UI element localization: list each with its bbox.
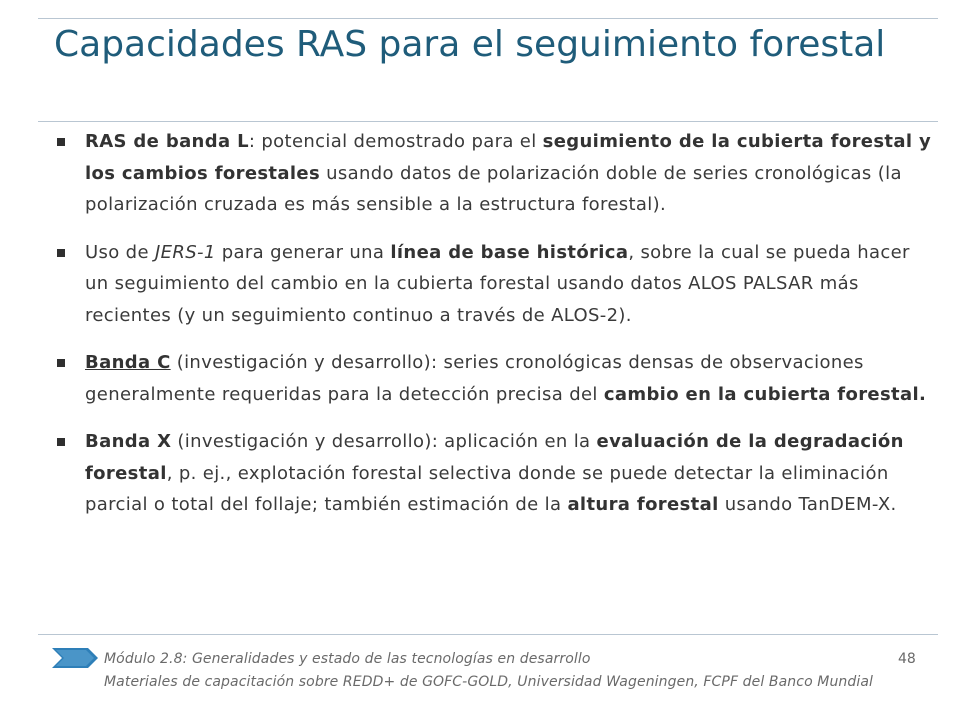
bullet-text-segment: usando TanDEM-X. bbox=[718, 494, 897, 515]
slide-footer bbox=[50, 644, 930, 704]
bullet-text-segment: RAS de banda L bbox=[85, 131, 249, 152]
square-bullet-icon bbox=[57, 249, 65, 257]
double-chevron-right-icon bbox=[50, 646, 102, 670]
bullet-text-segment: , sobre la cual se pueda hacer un seguimiento del cambio en la cubierta forestal usando datos ALOS PALSAR más recientes (y un seguimiento continuo a través de ALOS-2). bbox=[85, 241, 910, 326]
slide-title: Capacidades RAS para el seguimiento forestal bbox=[54, 24, 886, 65]
bullet-text-segment: JERS-1 bbox=[154, 241, 216, 263]
bullet-text-segment bbox=[85, 352, 171, 373]
bullet-list bbox=[55, 126, 935, 537]
bullet-item bbox=[55, 126, 935, 221]
bullet-text-segment: (investigación y desarrollo): aplicación en la bbox=[171, 431, 597, 452]
footer-divider bbox=[38, 634, 938, 635]
square-bullet-icon bbox=[57, 359, 65, 367]
bullet-text-segment: usando datos de polarización doble de series cronológicas (la polarización cruzada es más sensible a la estructura forestal). bbox=[85, 162, 902, 215]
bullet-text-segment: : potencial demostrado para el bbox=[248, 131, 543, 152]
square-bullet-icon bbox=[57, 138, 65, 146]
bullet-text-segment: , p. ej., explotación forestal selectiva donde se puede detectar la eliminación parcial o total del follaje; también estimación de la bbox=[85, 462, 889, 515]
bullet-item bbox=[55, 237, 935, 332]
bullet-text-segment: seguimiento de la cubierta forestal y los cambios forestales bbox=[85, 131, 932, 184]
bullet-text-segment: (investigación y desarrollo): series cronológicas densas de observaciones generalmente requeridas para la detección precisa del bbox=[85, 352, 864, 405]
title-divider bbox=[38, 121, 938, 122]
page-number: 48 bbox=[898, 651, 916, 667]
bullet-text-segment: altura forestal bbox=[567, 494, 719, 515]
bullet-text-segment: cambio en la cubierta forestal. bbox=[603, 383, 927, 405]
bullet-text-underlined: Banda C bbox=[85, 352, 171, 373]
bullet-text-segment: Banda X bbox=[85, 431, 172, 452]
bullet-item bbox=[55, 426, 935, 521]
bullet-item bbox=[55, 347, 935, 410]
footer-module-text: Módulo 2.8: Generalidades y estado de las tecnologías en desarrollo bbox=[104, 651, 591, 667]
bullet-text-segment: línea de base histórica bbox=[390, 241, 629, 263]
bullet-text-segment: Uso de bbox=[85, 241, 155, 263]
bullet-text-segment: evaluación de la degradación forestal bbox=[85, 431, 904, 484]
square-bullet-icon bbox=[57, 438, 65, 446]
bullet-text-segment: para generar una bbox=[215, 241, 391, 263]
footer-credits-text: Materiales de capacitación sobre REDD+ de GOFC-GOLD, Universidad Wageningen, FCPF del Banco Mundial bbox=[104, 674, 874, 690]
